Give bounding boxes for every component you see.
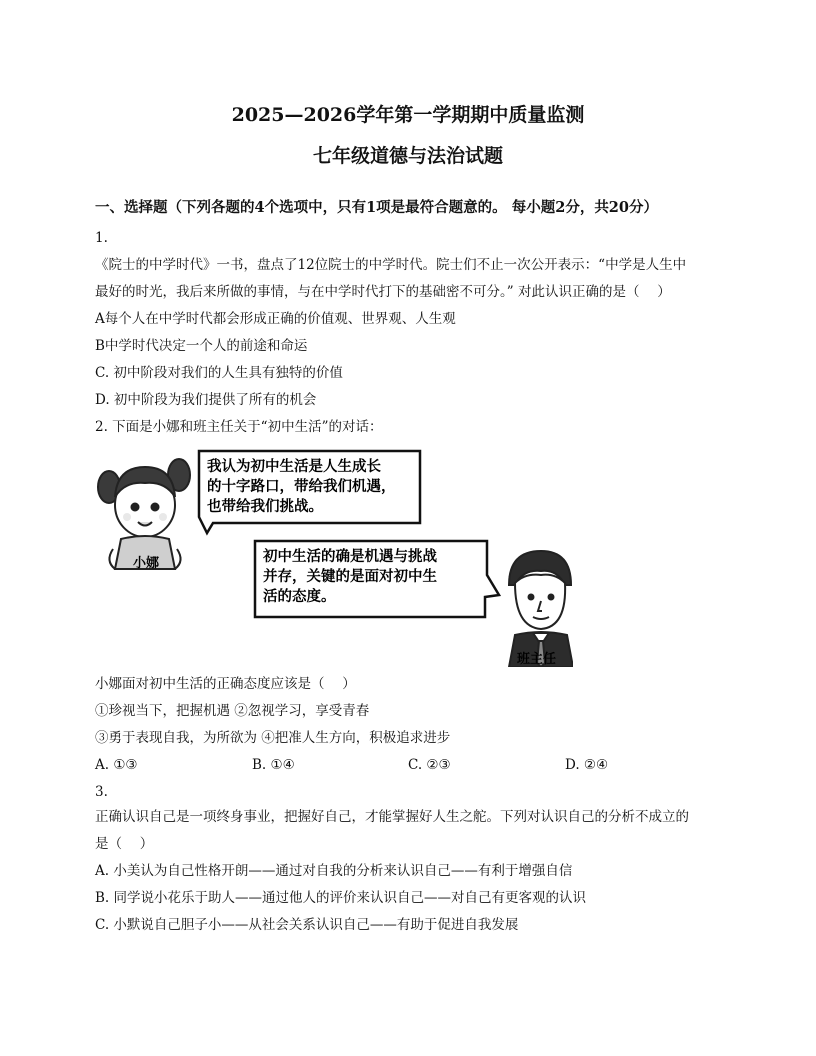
- q1-stem-line2: 最好的时光，我后来所做的事情，与在中学时代打下的基础密不可分。” 对此认识正确的是（ ）: [95, 284, 671, 300]
- speech-bubble-2: [255, 541, 499, 617]
- bubble1-line2: 的十字路口，带给我们机遇，: [207, 479, 396, 495]
- exam-subtitle: 七年级道德与法治试题: [312, 145, 503, 167]
- q1-option-a: A每个人在中学时代都会形成正确的价值观、世界观、人生观: [95, 311, 456, 327]
- bubble2-line2: 并存，关键的是面对初中生: [263, 569, 437, 585]
- q3-option-c: C. 小默说自己胆子小——从社会关系认识自己——有助于促进自我发展: [95, 917, 519, 933]
- q3-stem-line2: 是（ ）: [95, 836, 154, 852]
- q2-option-a: A. ①③: [95, 757, 138, 773]
- bubble2-line1: 初中生活的确是机遇与挑战: [263, 549, 437, 565]
- q2-option-d: D. ②④: [565, 757, 609, 773]
- q2-option-b: B. ①④: [252, 757, 295, 773]
- bubble1-line3: 也带给我们挑战。: [207, 499, 323, 515]
- bubble1-line1: 我认为初中生活是人生成长: [207, 459, 381, 475]
- bubble2-line3: 活的态度。: [263, 589, 336, 605]
- girl-illustration: [98, 459, 190, 569]
- q3-stem-line1: 正确认识自己是一项终身事业，把握好自己，才能掌握好人生之舵。下列对认识自己的分析不成立的: [95, 809, 689, 825]
- q2-option-c: C. ②③: [408, 757, 451, 773]
- q1-option-b: B中学时代决定一个人的前途和命运: [95, 338, 308, 354]
- q1-number: 1.: [95, 230, 108, 246]
- q3-number: 3.: [95, 784, 108, 800]
- speech-bubble-1: [199, 451, 420, 533]
- exam-title: 2025—2026学年第一学期期中质量监测: [231, 104, 585, 126]
- section-heading: 一、选择题（下列各题的4个选项中，只有1项是最符合题意的。 每小题2分，共20分）: [95, 199, 658, 216]
- dialogue-figure: [95, 445, 573, 667]
- teacher-label: 班主任: [517, 652, 557, 667]
- teacher-illustration: [509, 551, 573, 667]
- q2-items-line1: ①珍视当下，把握机遇 ②忽视学习，享受青春: [95, 703, 370, 719]
- q3-option-a: A. 小美认为自己性格开朗——通过对自我的分析来认识自己——有利于增强自信: [95, 863, 573, 879]
- q3-option-b: B. 同学说小花乐于助人——通过他人的评价来认识自己——对自己有更客观的认识: [95, 890, 587, 906]
- q1-option-d: D. 初中阶段为我们提供了所有的机会: [95, 392, 317, 408]
- q1-option-c: C. 初中阶段对我们的人生具有独特的价值: [95, 365, 343, 381]
- q2-items-line2: ③勇于表现自我，为所欲为 ④把准人生方向，积极追求进步: [95, 730, 451, 746]
- q2-question: 小娜面对初中生活的正确态度应该是（ ）: [95, 676, 356, 692]
- q2-stem: 2. 下面是小娜和班主任关于“初中生活”的对话：: [95, 419, 383, 435]
- girl-label: 小娜: [133, 556, 160, 571]
- q1-stem-line1: 《院士的中学时代》一书，盘点了12位院士的中学时代。院士们不止一次公开表示：“中学是人生中: [95, 257, 687, 273]
